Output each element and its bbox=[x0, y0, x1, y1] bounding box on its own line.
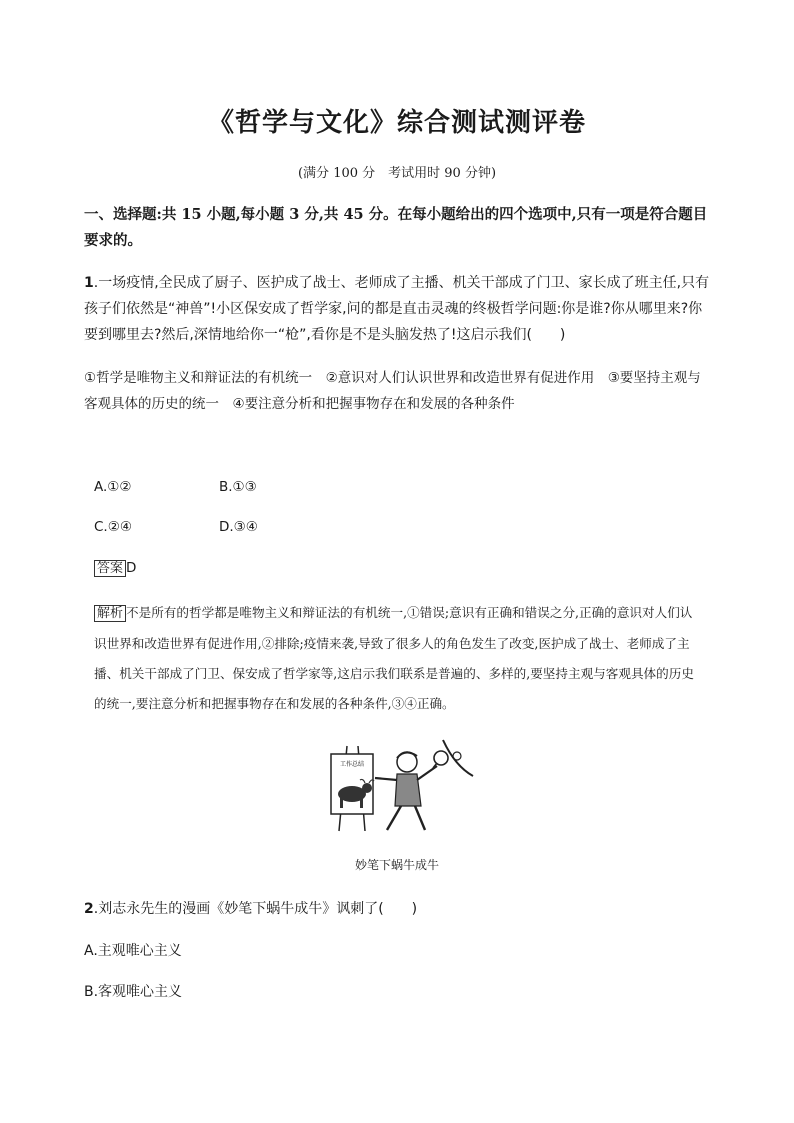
answer-row bbox=[94, 557, 136, 576]
option-a: A.主观唯心主义 bbox=[84, 943, 182, 959]
question-stem: .一场疫情,全民成了厨子、医护成了战士、老师成了主播、机关干部成了门卫、家长成了班主任,只有孩子们依然是“神兽”!小区保安成了哲学家,问的都是直击灵魂的终极哲学问题:你是谁?你从哪里来?你要到哪里去?然后,深情地给你一“枪”,看你是不是头脑发热了!这启示我们( ) bbox=[84, 275, 710, 343]
answer-tag: 答案 bbox=[94, 560, 126, 577]
analysis-tag: 解析 bbox=[94, 605, 126, 622]
question-stem: .刘志永先生的漫画《妙笔下蜗牛成牛》讽刺了( ) bbox=[93, 901, 418, 917]
exam-info: (满分 100 分 考试用时 90 分钟) bbox=[297, 166, 497, 181]
easel-text: 工作总结 bbox=[339, 761, 365, 768]
question-1 bbox=[84, 270, 714, 348]
option-b: B.①③ bbox=[219, 479, 257, 495]
cartoon-illustration bbox=[325, 736, 475, 836]
question-2 bbox=[84, 898, 417, 918]
option-b: B.客观唯心主义 bbox=[84, 984, 183, 1000]
question-statements: ①哲学是唯物主义和辩证法的有机统一 ②意识对人们认识世界和改造世界有促进作用 ③要坚持主观与客观具体的历史的统一 ④要注意分析和把握事物存在和发展的各种条件 bbox=[84, 370, 701, 412]
answer-value: D bbox=[126, 560, 137, 576]
page-title: 《哲学与文化》综合测试测评卷 bbox=[207, 108, 586, 138]
question-number: 2 bbox=[84, 901, 94, 917]
figure-caption: 妙笔下蜗牛成牛 bbox=[354, 858, 439, 872]
option-d: D.③④ bbox=[219, 519, 258, 535]
analysis-text: 不是所有的哲学都是唯物主义和辩证法的有机统一,①错误;意识有正确和错误之分,正确的意识对人们认识世界和改造世界有促进作用,②排除;疫情来袭,导致了很多人的角色发生了改变,医护成了战士、老师成了主播、机关干部成了门卫、保安成了哲学家等,这启示我们联系是普遍的、多样的,要坚持主观与客观具体的历史的统一,要注意分析和把握事物存在和发展的各种条件,③④正确。 bbox=[94, 605, 694, 711]
analysis bbox=[94, 598, 704, 719]
question-number: 1 bbox=[84, 275, 94, 291]
option-c: C.②④ bbox=[94, 519, 132, 535]
option-a: A.①② bbox=[94, 479, 132, 495]
section-heading: 一、选择题:共 15 小题,每小题 3 分,共 45 分。在每小题给出的四个选项中,只有一项是符合题目要求的。 bbox=[84, 206, 708, 249]
